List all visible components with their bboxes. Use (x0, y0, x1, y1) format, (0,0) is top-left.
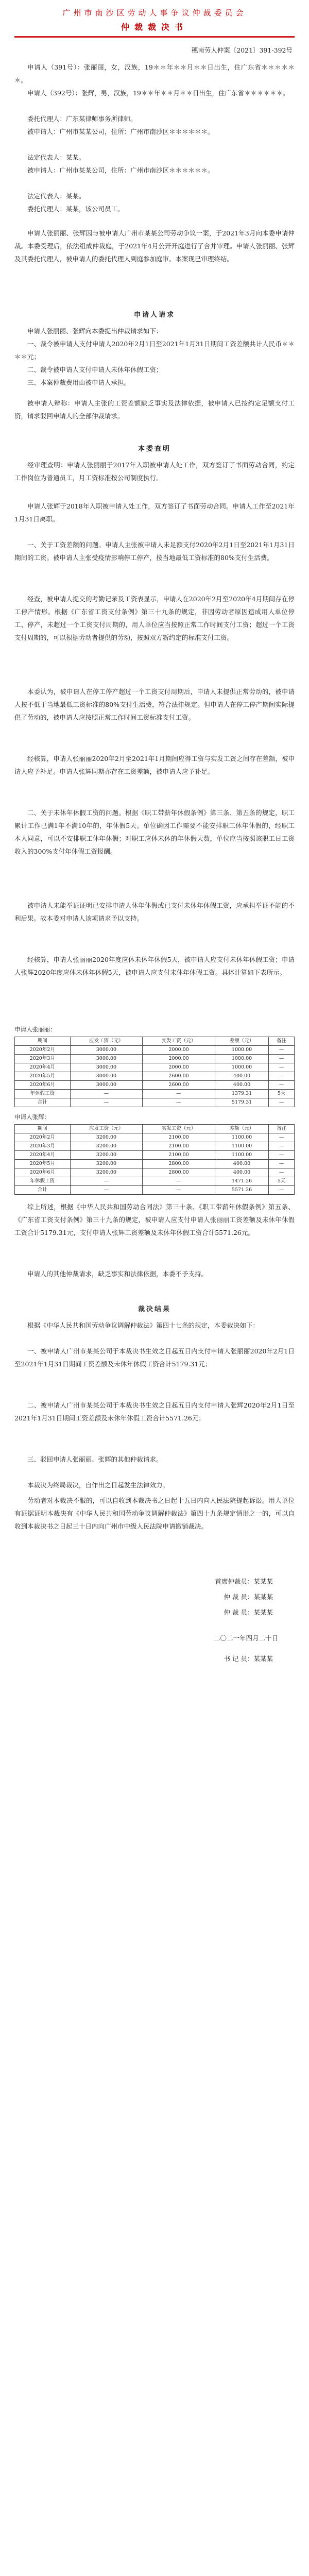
table-header-cell: 差额（元） (215, 1037, 268, 1046)
table-row (15, 1160, 295, 1168)
party-respondent-1: 被申请人：广州市某某公司，住所：广州市南沙区＊＊＊＊＊＊。 (27, 128, 214, 135)
table-row (15, 1046, 295, 1055)
respondent-defense: 被申请人辩称：申请人主张的工资差额缺乏事实及法律依据，被申请人已按约定足额支付工资，请求驳回申请人的全部仲裁请求。 (14, 399, 295, 420)
facts-paragraph-6: 经核算，申请人张丽丽2020年2月至2021年1月期间应得工资与实发工资之间存在差额，被申请人应予补足。申请人张辉同期亦存在工资差额，被申请人应予补足。 (14, 755, 295, 775)
ruling-item-3: 三、驳回申请人张丽丽、张辉的其他仲裁请求。 (27, 1455, 163, 1463)
table-cell: 400.00 (215, 1081, 268, 1090)
table-cell: 年休假工资 (15, 1177, 71, 1186)
facts-paragraph-2: 申请人张辉于2018年入职被申请人处工作，双方签订了书面劳动合同。申请人工作至2021年1月31日离职。 (14, 502, 295, 523)
table-cell: — (269, 1072, 295, 1081)
table-cell: 2100.00 (143, 1142, 215, 1151)
claim-item-2: 二、裁令被申请人支付申请人未休年休假工资； (27, 366, 163, 374)
table-cell: 3000.00 (70, 1063, 143, 1072)
table-cell: 1100.00 (215, 1142, 268, 1151)
section-facts: 本委查明 (138, 445, 171, 453)
ruling-date: 二〇二一年四月二十日 (213, 1634, 278, 1642)
table-cell: — (70, 1177, 143, 1186)
after-table-paragraph-2: 申请人的其他仲裁请求，缺乏事实和法律依据，本委不予支持。 (27, 1270, 208, 1278)
wage-table-2 (14, 1124, 295, 1195)
table-header-cell: 期间 (15, 1125, 71, 1133)
table-cell: 2020年3月 (15, 1142, 71, 1151)
table-cell: 1379.31 (215, 1090, 268, 1098)
table-cell: — (269, 1046, 295, 1055)
section-claims: 申请人请求 (133, 311, 175, 319)
table-cell: 2020年5月 (15, 1072, 71, 1081)
table-row (15, 1055, 295, 1063)
party-applicant-2: 申请人（392号）：张辉，男，汉族，19＊＊年＊＊月＊＊日出生，住广东省＊＊＊＊＊＊。 (27, 89, 289, 97)
table-cell: — (143, 1186, 215, 1195)
claim-item-3: 三、本案仲裁费用由被申请人承担。 (27, 379, 131, 386)
closing-paragraph-2: 劳动者对本裁决不服的，可以自收到本裁决书之日起十五日内向人民法院提起诉讼。用人单位有证据证明本裁决有《中华人民共和国劳动争议调解仲裁法》第四十九条规定情形之一的，可以自收到本裁决书之日起三十日内向广州市中级人民法院申请撤销裁决。 (14, 1497, 295, 1530)
table-cell: — (143, 1098, 215, 1107)
table-cell: 5天 (269, 1177, 295, 1186)
case-number: 穗南劳人仲案〔2021〕391-392号 (191, 46, 293, 54)
table-header-cell: 实发工资（元） (143, 1037, 215, 1046)
table-cell: 3000.00 (70, 1046, 143, 1055)
facts-paragraph-5: 本委认为，被申请人在停工停产超过一个工资支付周期后，申请人未提供正常劳动的，被申请人按不低于当地最低工资标准的80%支付生活费，符合法律规定。但申请人在停工停产期间实际提供了劳动的，被申请人应按照正常工作时间工资标准支付工资。 (14, 688, 295, 721)
facts-paragraph-4: 经查，被申请人提交的考勤记录及工资表显示，申请人在2020年2月至2020年4月期间存在停工停产情形。根据《广东省工资支付条例》第三十九条的规定，非因劳动者原因造成用人单位停工、停产，未超过一个工资支付周期的，用人单位应当按照正常工作时间支付工资；超过一个工资支付周期的，可以根据劳动者提供的劳动，按照双方新约定的标准支付工资。 (14, 595, 295, 641)
table-cell: 1471.26 (215, 1177, 268, 1186)
table-header-cell: 备注 (269, 1037, 295, 1046)
table-cell: — (269, 1055, 295, 1063)
table-cell: 5天 (269, 1090, 295, 1098)
table-cell: 2020年6月 (15, 1081, 71, 1090)
table-cell: 2020年5月 (15, 1160, 71, 1168)
table-cell: 3200.00 (70, 1151, 143, 1160)
table1-label: 申请人张丽丽： (14, 1026, 56, 1033)
table-cell: 3200.00 (70, 1168, 143, 1177)
party-respondent-2: 被申请人：广州市某某公司，住所：广州市南沙区＊＊＊＊＊＊。 (27, 166, 214, 174)
table-cell: 2020年4月 (15, 1151, 71, 1160)
table-cell: 2600.00 (143, 1072, 215, 1081)
table-cell: 2020年4月 (15, 1063, 71, 1072)
table-cell: 2020年3月 (15, 1055, 71, 1063)
table-cell: 合计 (15, 1186, 71, 1195)
table-cell: 1100.00 (215, 1133, 268, 1142)
party-rep-2: 法定代表人：某某。 (27, 192, 85, 200)
signature-chief-arbitrator: 首席仲裁员：某某某 (215, 1578, 273, 1585)
table-cell: 2800.00 (143, 1168, 215, 1177)
table-header-row (15, 1125, 295, 1133)
table-cell: 2100.00 (143, 1133, 215, 1142)
table-cell: 2020年2月 (15, 1046, 71, 1055)
table-cell: — (143, 1090, 215, 1098)
table-cell: — (70, 1186, 143, 1195)
table-row (15, 1142, 295, 1151)
table-cell: 年休假工资 (15, 1090, 71, 1098)
table-cell: — (269, 1142, 295, 1151)
facts-paragraph-7: 二、关于未休年休假工资的问题。根据《职工带薪年休假条例》第三条、第五条的规定，职工累计工作已满1年不满10年的，年休假5天。单位确因工作需要不能安排职工休年休假的，经职工本人同意，可以不安排职工休年休假；对职工应休未休的年休假天数，单位应当按照该职工日工资收入的300%支付年休假工资报酬。 (14, 809, 295, 855)
ruling-item-2: 二、被申请人广州市某某公司于本裁决书生效之日起五日内支付申请人张辉2020年2月1日至2021年1月31日期间工资差额及未休年休假工资合计5571.26元； (14, 1401, 295, 1422)
table-row (15, 1063, 295, 1072)
table-cell: — (269, 1186, 295, 1195)
table-row (15, 1081, 295, 1090)
table-cell: — (70, 1098, 143, 1107)
table-row (15, 1168, 295, 1177)
table-cell: 2800.00 (143, 1160, 215, 1168)
party-rep-1: 法定代表人：某某。 (27, 154, 85, 161)
table-cell: — (269, 1168, 295, 1177)
facts-paragraph-3: 一、关于工资差额的问题。申请人主张被申请人未足额支付2020年2月1日至2021年1月31日期间的工资。被申请人主张受疫情影响停工停产，按当地最低工资标准的80%支付生活费。 (14, 541, 295, 562)
table-cell: 2000.00 (143, 1046, 215, 1055)
org-header: 广州市南沙区劳动人事争议仲裁委员会 (62, 8, 247, 18)
table-cell: 5179.31 (215, 1098, 268, 1107)
claim-item-1: 一、裁令被申请人支付申请人2020年2月1日至2021年1月31日期间工资差额共计人民币＊＊＊＊元； (14, 340, 295, 361)
party-agent: 委托代理人：广东某律师事务所律师。 (27, 115, 137, 123)
closing-paragraph-1: 本裁决为终局裁决，自作出之日起发生法律效力。 (27, 1481, 169, 1489)
signature-clerk: 书 记 员：某某某 (224, 1655, 273, 1663)
table2-label: 申请人张辉： (14, 1113, 50, 1121)
table-cell: 3200.00 (70, 1133, 143, 1142)
table-cell: — (70, 1090, 143, 1098)
table-cell: — (269, 1160, 295, 1168)
facts-paragraph-8: 被申请人未能举证证明已安排申请人休年休假或已支付未休年休假工资，应承担举证不能的不利后果。故本委对申请人该项请求予以支持。 (14, 902, 295, 922)
table-cell: 1000.00 (215, 1063, 268, 1072)
table-cell: — (143, 1177, 215, 1186)
table-cell: 5571.26 (215, 1186, 268, 1195)
table-header-cell: 实发工资（元） (143, 1125, 215, 1133)
claims-intro: 申请人张丽丽、张辉向本委提出仲裁请求如下： (27, 327, 163, 335)
table-cell: 合计 (15, 1098, 71, 1107)
table-header-row (15, 1037, 295, 1046)
table-cell: 1100.00 (215, 1151, 268, 1160)
table-header-cell: 期间 (15, 1037, 71, 1046)
table-cell: 400.00 (215, 1072, 268, 1081)
table-cell: 3000.00 (70, 1072, 143, 1081)
table-cell: — (269, 1098, 295, 1107)
table-row (15, 1072, 295, 1081)
after-table-paragraph-1: 综上所述，根据《中华人民共和国劳动合同法》第三十条、《职工带薪年休假条例》第五条、《广东省工资支付条例》第三十九条的规定，被申请人应支付申请人张丽丽工资差额及未休年休假工资合计5179.31元，支付申请人张辉工资差额及未休年休假工资合计5571.26元。 (14, 1203, 295, 1236)
intro-paragraph: 申请人张丽丽、张辉因与被申请人广州市某某公司劳动争议一案，于2021年3月向本委申请仲裁。本委受理后，依法组成仲裁庭，于2021年4月公开开庭进行了合并审理。申请人张丽丽、张辉及其委托代理人，被申请人的委托代理人到庭参加庭审。本案现已审理终结。 (14, 229, 295, 263)
wage-table-1 (14, 1037, 295, 1107)
party-agent-2: 委托代理人：某某，该公司员工。 (27, 205, 124, 213)
table-cell: 2000.00 (143, 1063, 215, 1072)
table-row (15, 1177, 295, 1186)
table-row (15, 1133, 295, 1142)
table-cell: 1000.00 (215, 1046, 268, 1055)
table-cell: 2600.00 (143, 1081, 215, 1090)
table-row (15, 1186, 295, 1195)
table-cell: 2020年2月 (15, 1133, 71, 1142)
table-cell: 3200.00 (70, 1160, 143, 1168)
signature-arbitrator-2: 仲 裁 员：某某某 (224, 1608, 273, 1616)
table-header-cell: 差额（元） (215, 1125, 268, 1133)
table-row (15, 1098, 295, 1107)
table-cell: — (269, 1151, 295, 1160)
table-cell: — (269, 1081, 295, 1090)
table-row (15, 1090, 295, 1098)
table-header-cell: 应发工资（元） (70, 1037, 143, 1046)
table-cell: 3000.00 (70, 1081, 143, 1090)
table-cell: 2020年6月 (15, 1168, 71, 1177)
signature-arbitrator-1: 仲 裁 员：某某某 (224, 1593, 273, 1601)
party-applicant-1: 申请人（391号）：张丽丽，女，汉族，19＊＊年＊＊月＊＊日出生，住广东省＊＊＊＊＊＊。 (14, 63, 295, 84)
table-cell: 3000.00 (70, 1055, 143, 1063)
facts-paragraph-9: 经核算，申请人张丽丽2020年度应休未休年休假5天，被申请人应支付未休年休假工资；申请人张辉2020年度应休未休年休假5天，被申请人应支付未休年休假工资。具体计算如下表所示。 (14, 956, 295, 976)
section-ruling: 裁决结果 (138, 1306, 171, 1313)
document-title: 仲裁裁决书 (121, 22, 188, 32)
table-cell: 400.00 (215, 1168, 268, 1177)
table-cell: 1000.00 (215, 1055, 268, 1063)
facts-paragraph-1: 经审理查明：申请人张丽丽于2017年入职被申请人处工作，双方签订了书面劳动合同，约定工作岗位为普通员工，月工资标准按公司制度执行。 (14, 461, 295, 482)
table-cell: — (269, 1063, 295, 1072)
ruling-item-1: 一、被申请人广州市某某公司于本裁决书生效之日起五日内支付申请人张丽丽2020年2月1日至2021年1月31日期间工资差额及未休年休假工资合计5179.31元； (14, 1347, 295, 1368)
red-divider (14, 36, 295, 38)
ruling-intro: 根据《中华人民共和国劳动争议调解仲裁法》第四十七条的规定，本委裁决如下： (27, 1321, 260, 1329)
table-cell: 3200.00 (70, 1142, 143, 1151)
table-header-cell: 应发工资（元） (70, 1125, 143, 1133)
table-cell: 400.00 (215, 1160, 268, 1168)
table-cell: 2100.00 (143, 1151, 215, 1160)
table-cell: 2000.00 (143, 1055, 215, 1063)
table-header-cell: 备注 (269, 1125, 295, 1133)
table-cell: — (269, 1133, 295, 1142)
table-row (15, 1151, 295, 1160)
